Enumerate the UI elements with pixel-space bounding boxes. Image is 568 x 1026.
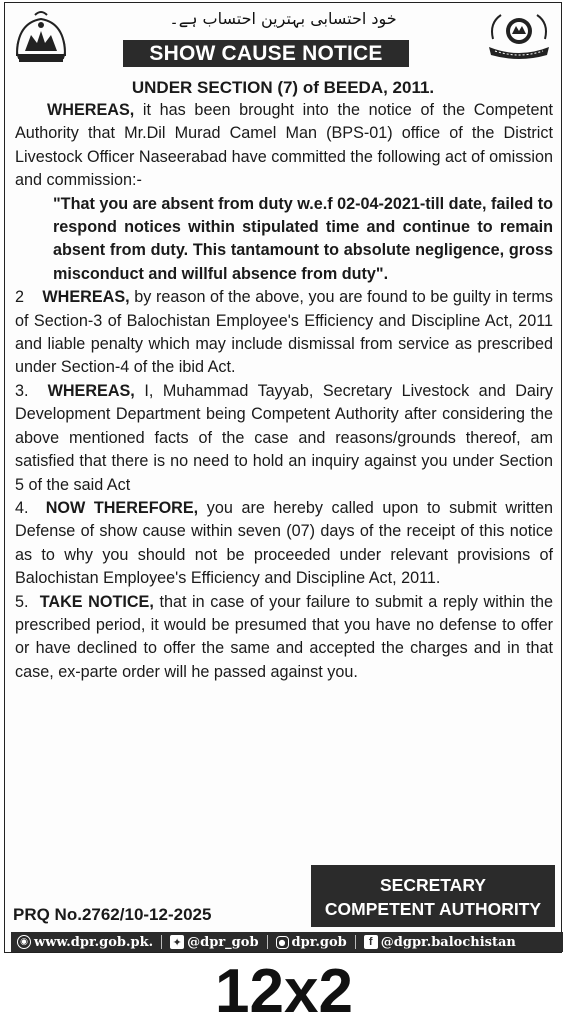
charge-quote: "That you are absent from duty w.e.f 02-04-2021-till date, failed to respond notices within stipulated time and continue to remain absent from duty. This tantamount to absolute negligence, gross misconduct and willful absence from duty". <box>53 194 554 283</box>
signature-authority: COMPETENT AUTHORITY <box>324 899 542 919</box>
paragraph-4-number: 4. <box>15 498 38 517</box>
paragraph-4 <box>15 497 553 591</box>
paragraph-5-lead: TAKE NOTICE, <box>39 592 154 611</box>
signature-block <box>311 865 555 927</box>
paragraph-2 <box>15 286 553 380</box>
ad-size-label: 12x2 <box>215 957 353 1026</box>
show-cause-notice <box>4 2 562 953</box>
facebook-link[interactable] <box>364 935 516 950</box>
instagram-handle: dpr.gob <box>291 934 347 950</box>
paragraph-1-lead: WHEREAS, <box>47 101 135 119</box>
globe-icon: ◉ <box>17 935 31 949</box>
urdu-motto: خود احتسابی بہترین احتساب ہے۔ <box>169 9 397 28</box>
paragraph-2-lead: WHEREAS, <box>42 288 130 307</box>
paragraph-1 <box>15 99 553 193</box>
facebook-icon: f <box>364 935 378 949</box>
twitter-link[interactable] <box>170 935 258 950</box>
paragraph-4-text: you are hereby called upon to submit written Defense of show cause within seven (07) days of the receipt of this notice as to why you should not be proceeded under relevant provisions of Balochistan Employee's Efficiency and Discipline Act, 2011. <box>15 498 554 588</box>
footer-divider <box>161 935 162 949</box>
paragraph-2-text: by reason of the above, you are found to be guilty in terms of Section-3 of Balochistan Employee's Efficiency and Discipline Act, 2011 and liable penalty which may include dismissal from service as prescribed under Section-4 of the ibid Act. <box>15 288 553 377</box>
notice-title: SHOW CAUSE NOTICE <box>123 40 409 67</box>
signature-title: SECRETARY <box>380 875 486 895</box>
prq-number: PRQ No.2762/10-12-2025 <box>13 905 212 924</box>
paragraph-4-lead: NOW THEREFORE, <box>45 498 199 517</box>
footer-divider <box>267 935 268 949</box>
paragraph-3-text: I, Muhammad Tayyab, Secretary Livestock and Dairy Development Department being Competent Authority after considering the above mentioned facts of the case and reasons/grounds thereof, am satisfied that there is no need to hold an inquiry against you under Section 5 of the said Act <box>15 381 553 494</box>
footer-divider <box>355 935 356 949</box>
facebook-handle: @dgpr.balochistan <box>380 934 516 950</box>
footer-bar <box>11 932 563 952</box>
paragraph-3 <box>15 380 553 497</box>
website-text: www.dpr.gob.pk. <box>34 934 154 950</box>
paragraph-5 <box>15 591 553 685</box>
notice-subtitle: UNDER SECTION (7) of BEEDA, 2011. <box>131 78 435 97</box>
instagram-link[interactable] <box>276 935 347 950</box>
paragraph-3-number: 3. <box>15 381 39 400</box>
paragraph-5-number: 5. <box>15 592 35 611</box>
paragraph-1-text: it has been brought into the notice of the Competent Authority that Mr.Dil Murad Camel Man (BPS-01) office of the District Livestock Officer Naseerabad have committed the following act of omission and commission:- <box>15 101 553 190</box>
twitter-handle: @dpr_gob <box>187 934 259 950</box>
paragraph-2-number: 2 <box>15 288 29 307</box>
notice-body <box>15 99 553 684</box>
twitter-icon: ✦ <box>170 935 184 949</box>
website-link[interactable] <box>17 935 153 950</box>
paragraph-3-lead: WHEREAS, <box>47 381 135 400</box>
paragraph-5-text: that in case of your failure to submit a reply within the prescribed period, it would be presumed that you have no defense to offer or have declined to offer the same and accepted the charges and in that case, ex-parte order will he passed against you. <box>15 592 554 681</box>
instagram-icon: ● <box>276 936 289 949</box>
